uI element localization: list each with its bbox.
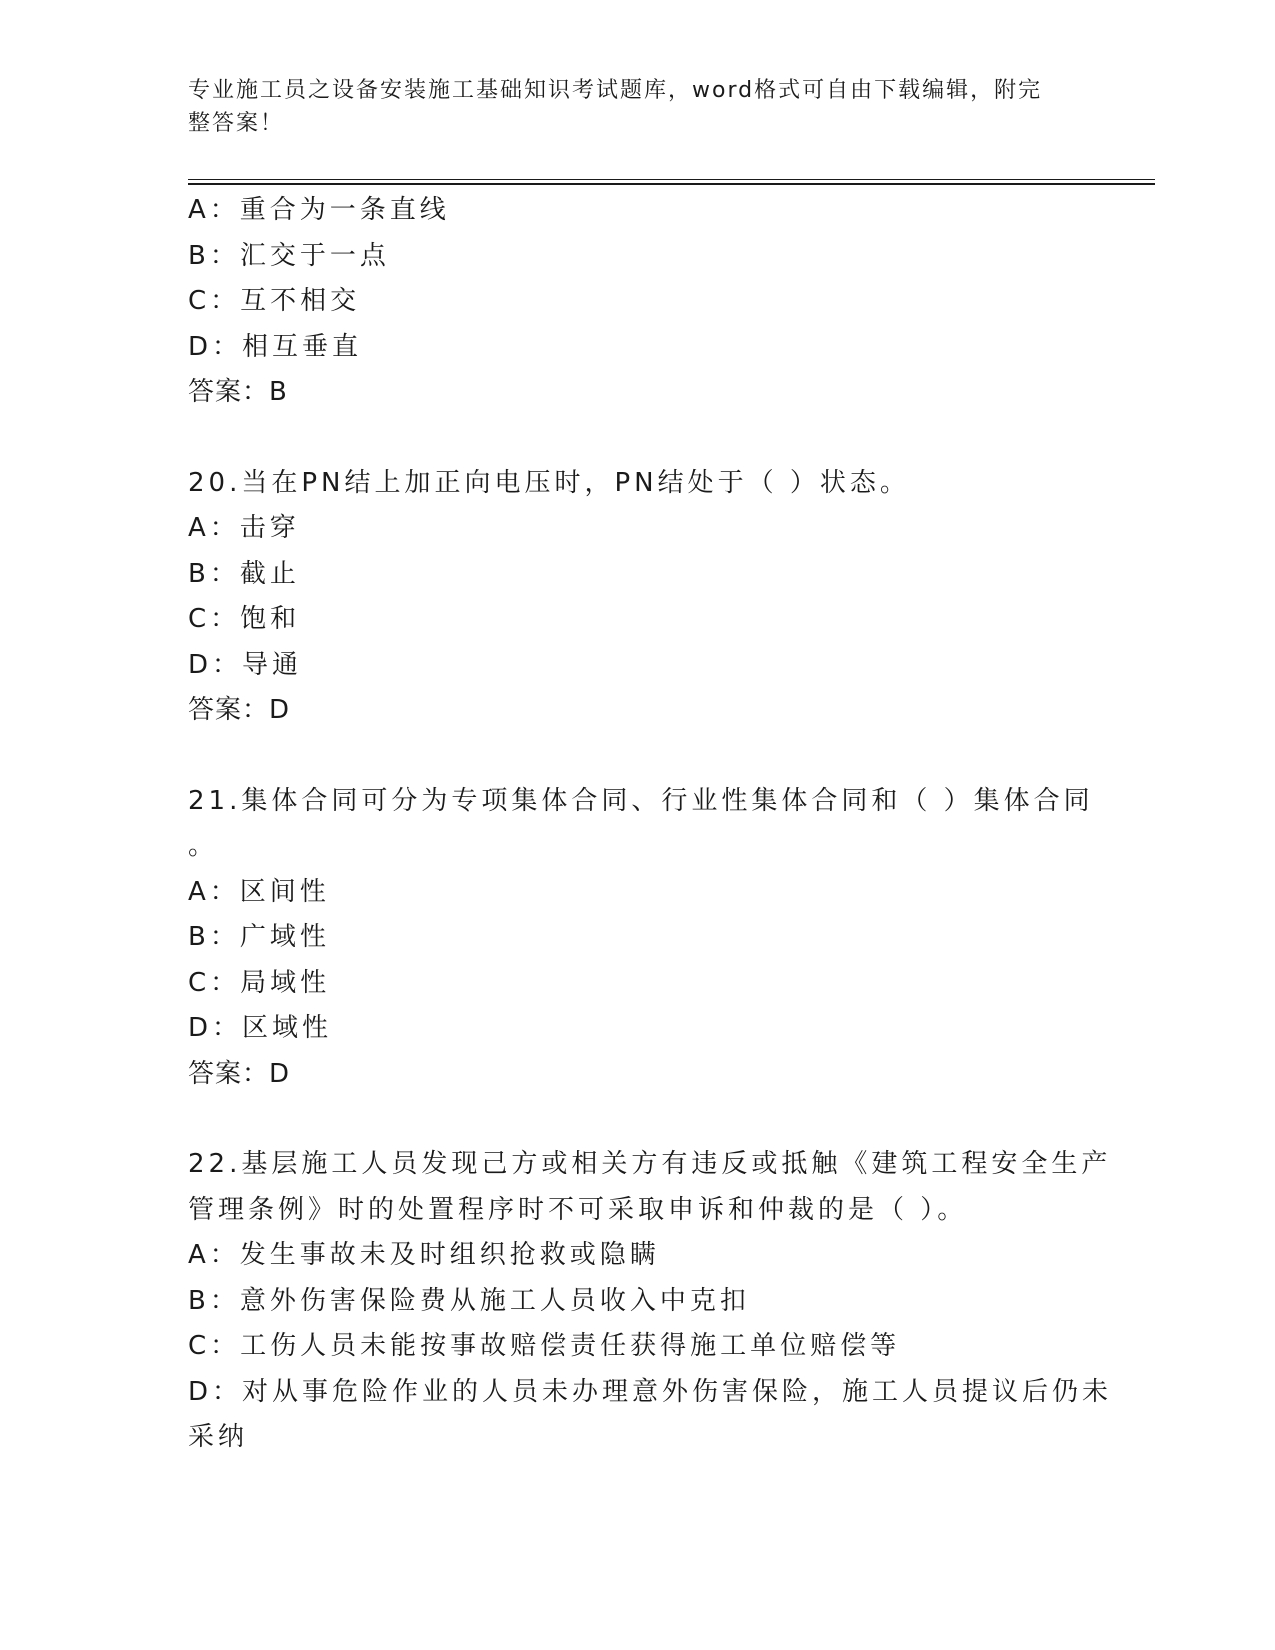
option-c: C：饱和 [188,604,301,634]
option-d: D：对从事危险作业的人员未办理意外伤害保险，施工人员提议后仍未 [188,1376,1113,1407]
question-stem-line-1: 21.集体合同可分为专项集体合同、行业性集体合同和（ ）集体合同 [188,785,1094,816]
question-19-continued [188,188,1088,416]
option-c: C：工伤人员未能按事故赔偿责任获得施工单位赔偿等 [188,1331,901,1361]
option-b: B：广域性 [188,922,330,952]
header-divider-bottom [188,183,1155,185]
question-22 [188,1142,1113,1461]
answer: 答案：B [188,377,288,407]
header-line-2: 整答案！ [188,111,285,136]
question-21 [188,779,1094,1098]
option-d: D：相互垂直 [188,331,363,362]
option-a: A：发生事故未及时组织抢救或隐瞒 [188,1240,660,1270]
question-20 [188,461,1088,734]
option-b: B：截止 [188,558,300,589]
option-a: A：击穿 [188,513,300,543]
question-list [188,188,1113,1461]
option-d: D：区域性 [188,1013,333,1043]
option-b: B：意外伤害保险费从施工人员收入中克扣 [188,1285,750,1316]
option-c: C：互不相交 [188,286,361,316]
question-stem-line-1: 22.基层施工人员发现己方或相关方有违反或抵触《建筑工程安全生产 [188,1149,1112,1179]
option-a: A：区间性 [188,876,330,907]
option-d-continued: 采纳 [188,1422,249,1452]
option-c: C：局域性 [188,967,331,998]
option-d: D：导通 [188,649,303,680]
header-divider-top [188,179,1155,180]
answer: 答案：D [188,1058,291,1089]
option-a: A：重合为一条直线 [188,195,450,225]
document-header [188,74,1088,140]
question-stem-line-2: 管理条例》时的处置程序时不可采取申诉和仲裁的是（ ）。 [188,1194,968,1225]
header-line-1: 专业施工员之设备安装施工基础知识考试题库，word格式可自由下载编辑，附完 [188,78,1043,103]
option-b: B：汇交于一点 [188,240,390,271]
question-stem: 20.当在PN结上加正向电压时，PN结处于（ ）状态。 [188,467,910,498]
answer: 答案：D [188,695,291,725]
question-stem-line-2: 。 [188,831,219,861]
